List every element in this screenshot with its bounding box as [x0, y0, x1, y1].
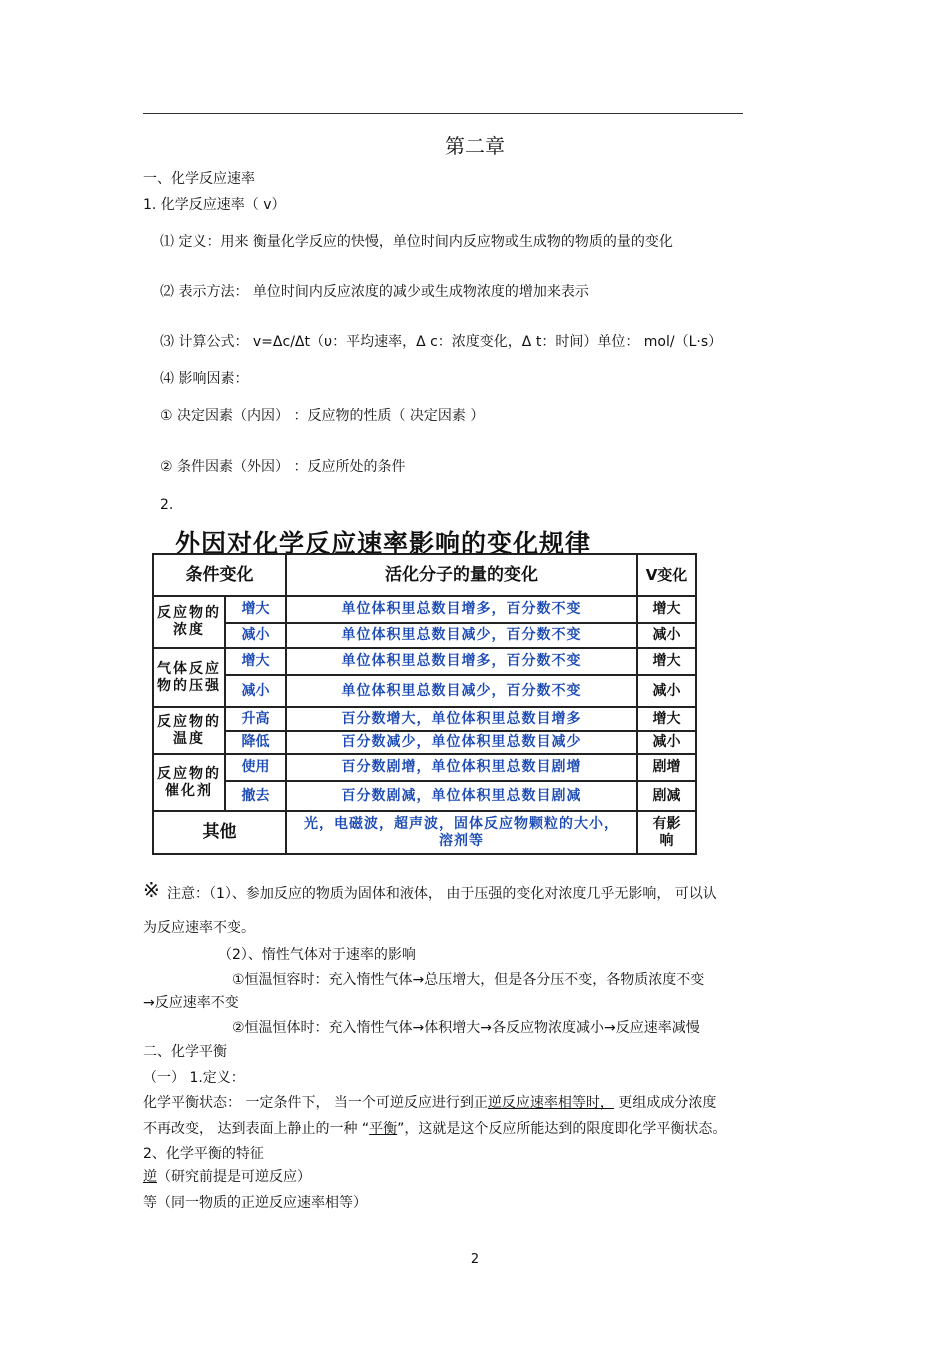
- equilibrium-definition-line-2: [143, 1120, 726, 1138]
- change-cell: 降低: [225, 731, 286, 754]
- para-factors: ⑷ 影响因素：: [160, 371, 249, 387]
- table-row: [153, 754, 696, 781]
- category-other-cell: 其他: [153, 811, 286, 854]
- table-row: [153, 596, 696, 623]
- table-row-other: [153, 811, 696, 854]
- table-row: [153, 623, 696, 648]
- feature-reversible-text: （研究前提是可逆反应）: [157, 1169, 311, 1185]
- effect-cell: 剧增: [637, 754, 696, 781]
- table-row: [153, 707, 696, 731]
- note-line-1: 注意：（1）、参加反应的物质为固体和液体， 由于压强的变化对浓度几乎无影响， 可以认: [167, 886, 717, 902]
- header-condition: 条件变化: [153, 554, 286, 596]
- note-line-2: 为反应速率不变。: [143, 920, 255, 936]
- note-line-4: ①恒温恒容时：充入惰性气体→总压增大，但是各分压不变，各物质浓度不变: [232, 972, 705, 988]
- para-external-factor: ② 条件因素（外因） ：反应所处的条件: [160, 459, 406, 475]
- description-cell: 百分数剧增，单位体积里总数目剧增: [286, 754, 637, 781]
- item-2: 2.: [160, 497, 174, 513]
- effect-cell: 减小: [637, 675, 696, 707]
- subsection-definition: （一） 1.定义：: [143, 1070, 245, 1086]
- note-line-5: →反应速率不变: [143, 995, 239, 1011]
- note-mark: ※: [143, 878, 160, 902]
- change-cell: 使用: [225, 754, 286, 781]
- table-row: [153, 731, 696, 754]
- category-cell: 气体反应物的压强: [153, 648, 225, 707]
- description-cell: 单位体积里总数目增多，百分数不变: [286, 648, 637, 675]
- def2-text-b: ”，这就是这个反应所能达到的限度即化学平衡状态。: [397, 1121, 727, 1137]
- equilibrium-definition-line-1: [143, 1094, 716, 1112]
- features-heading: 2、化学平衡的特征: [143, 1146, 264, 1162]
- category-cell: 反应物的温度: [153, 707, 225, 754]
- description-cell: 百分数剧减，单位体积里总数目剧减: [286, 781, 637, 811]
- category-cell: 反应物的浓度: [153, 596, 225, 648]
- section-heading-rate: 一、化学反应速率: [143, 171, 255, 187]
- change-cell: 升高: [225, 707, 286, 731]
- item-rate-definition: 1. 化学反应速率（ v）: [143, 197, 286, 213]
- effect-cell: 减小: [637, 623, 696, 648]
- def2-underlined-text: 平衡: [369, 1121, 398, 1137]
- effect-cell: 增大: [637, 707, 696, 731]
- change-cell: 撤去: [225, 781, 286, 811]
- effect-cell: 剧减: [637, 781, 696, 811]
- header-rate-change: V变化: [637, 554, 696, 596]
- para-formula: ⑶ 计算公式： v=Δc/Δt（υ：平均速率，Δ c：浓度变化，Δ t：时间）单位： mol/（L·s）: [160, 334, 723, 350]
- change-cell: 增大: [225, 648, 286, 675]
- def-text-a: 化学平衡状态： 一定条件下， 当一个可逆反应进行到正: [143, 1095, 488, 1111]
- change-cell: 减小: [225, 623, 286, 648]
- description-cell: 光，电磁波，超声波，固体反应物颗粒的大小，溶剂等: [286, 811, 637, 854]
- top-rule: [143, 113, 743, 114]
- feature-equal: 等（同一物质的正逆反应速率相等）: [143, 1195, 367, 1211]
- description-cell: 单位体积里总数目减少，百分数不变: [286, 675, 637, 707]
- change-cell: 减小: [225, 675, 286, 707]
- feature-reversible-keyword: 逆: [143, 1169, 157, 1185]
- table-row: [153, 781, 696, 811]
- para-definition: ⑴ 定义：用来 衡量化学反应的快慢，单位时间内反应物或生成物的物质的量的变化: [160, 234, 673, 250]
- def-underlined-text: 逆反应速率相等时，: [487, 1095, 614, 1111]
- para-internal-factor: ① 决定因素（内因） ：反应物的性质（ 决定因素 ）: [160, 408, 485, 424]
- chapter-title: 第二章: [445, 134, 505, 158]
- section-heading-equilibrium: 二、化学平衡: [143, 1044, 227, 1060]
- change-cell: 增大: [225, 596, 286, 623]
- table-title: 外因对化学反应速率影响的变化规律: [175, 529, 592, 558]
- effect-cell: 增大: [637, 596, 696, 623]
- description-cell: 单位体积里总数目增多，百分数不变: [286, 596, 637, 623]
- note-line-3: （2）、惰性气体对于速率的影响: [218, 947, 416, 963]
- rate-factors-table: [152, 553, 697, 855]
- description-cell: 百分数增大，单位体积里总数目增多: [286, 707, 637, 731]
- feature-reversible: [143, 1168, 311, 1186]
- effect-cell: 增大: [637, 648, 696, 675]
- header-activated-molecules: 活化分子的量的变化: [286, 554, 637, 596]
- effect-cell: 有影响: [637, 811, 696, 854]
- para-method: ⑵ 表示方法： 单位时间内反应浓度的减少或生成物浓度的增加来表示: [160, 284, 589, 300]
- table-row: [153, 675, 696, 707]
- effect-cell: 减小: [637, 731, 696, 754]
- def2-text-a: 不再改变， 达到表面上静止的一种 “: [143, 1121, 370, 1137]
- note-line-6: ②恒温恒体时：充入惰性气体→体积增大→各反应物浓度减小→反应速率减慢: [232, 1020, 700, 1036]
- description-cell: 百分数减少，单位体积里总数目减少: [286, 731, 637, 754]
- category-cell: 反应物的催化剂: [153, 754, 225, 811]
- table-row: [153, 648, 696, 675]
- def-text-b: 更组成成分浓度: [613, 1095, 717, 1111]
- description-cell: 单位体积里总数目减少，百分数不变: [286, 623, 637, 648]
- table-header-row: [153, 554, 696, 596]
- page-number: 2: [470, 1252, 480, 1267]
